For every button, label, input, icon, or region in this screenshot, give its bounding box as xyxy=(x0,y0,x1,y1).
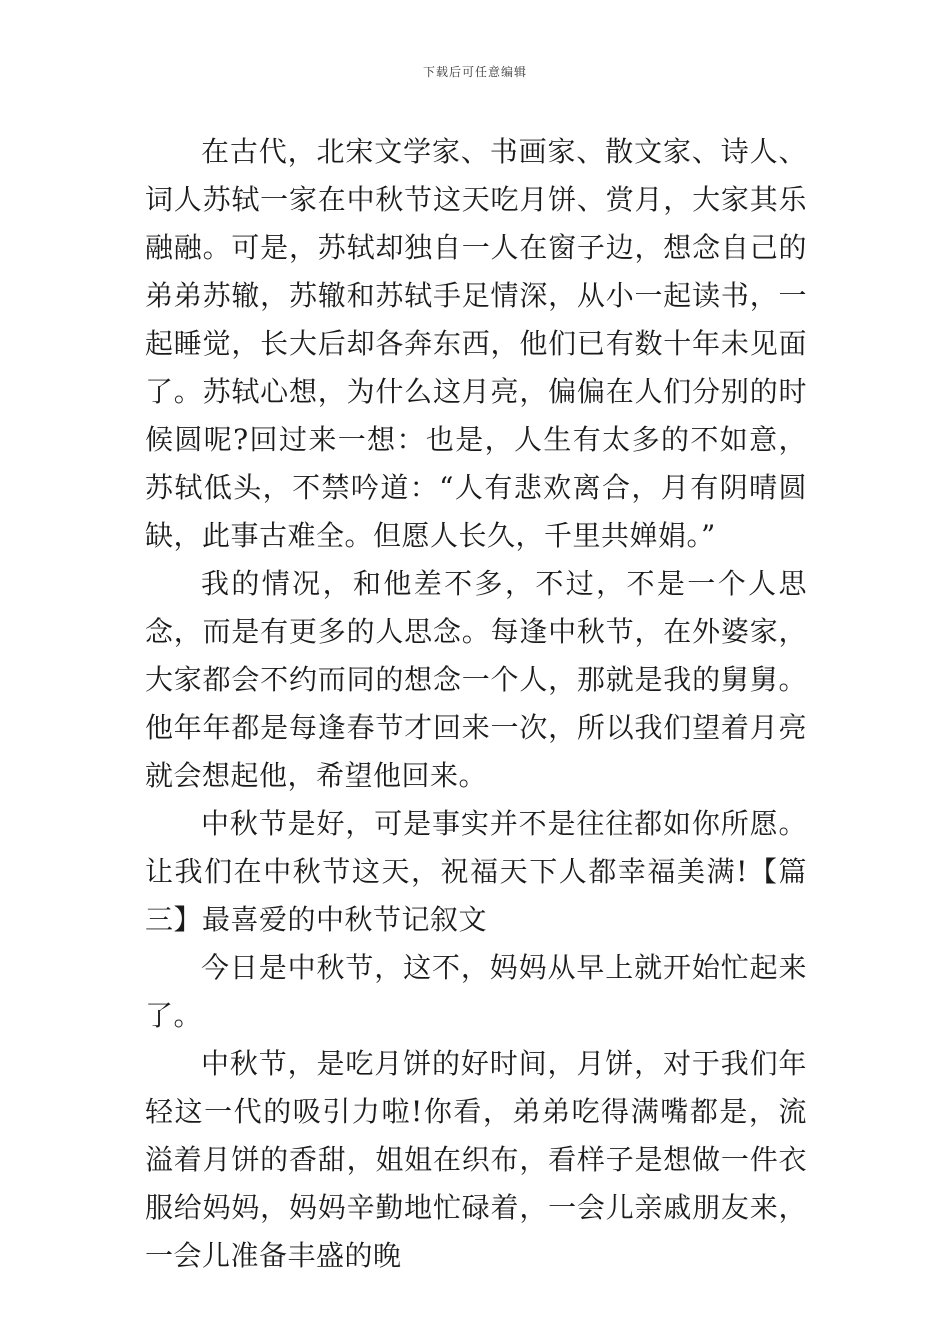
paragraph-missing-uncle: 我的情况，和他差不多，不过，不是一个人思念，而是有更多的人思念。每逢中秋节，在外婆家，大家都会不约而同的想念一个人，那就是我的舅舅。他年年都是每逢春节才回来一次，所以我们望着月亮就会想起他，希望他回来。 xyxy=(145,567,807,792)
paragraph-mooncake-time: 中秋节，是吃月饼的好时间，月饼，对于我们年轻这一代的吸引力啦!你看，弟弟吃得满嘴都是，流溢着月饼的香甜，姐姐在织布，看样子是想做一件衣服给妈妈，妈妈辛勤地忙碌着，一会儿亲戚朋友来，一会儿准备丰盛的晚 xyxy=(145,1047,807,1272)
paragraph-mom-busy: 今日是中秋节，这不，妈妈从早上就开始忙起来了。 xyxy=(145,951,807,1032)
document-body xyxy=(145,128,807,1280)
page-header-note: 下载后可任意编辑 xyxy=(422,65,527,79)
paragraph-su-shi-story: 在古代，北宋文学家、书画家、散文家、诗人、词人苏轼一家在中秋节这天吃月饼、赏月，大家其乐融融。可是，苏轼却独自一人在窗子边，想念自己的弟弟苏辙，苏辙和苏轼手足情深，从小一起读书，一起睡觉，长大后却各奔东西，他们已有数十年未见面了。苏轼心想，为什么这月亮，偏偏在人们分别的时候圆呢?回过来一想：也是，人生有太多的不如意，苏轼低头，不禁吟道：“人有悲欢离合，月有阴晴圆缺，此事古难全。但愿人长久，千里共婵娟。” xyxy=(145,135,807,552)
paragraph-blessing: 中秋节是好，可是事实并不是往往都如你所愿。让我们在中秋节这天，祝福天下人都幸福美满!【篇三】最喜爱的中秋节记叙文 xyxy=(145,807,807,936)
